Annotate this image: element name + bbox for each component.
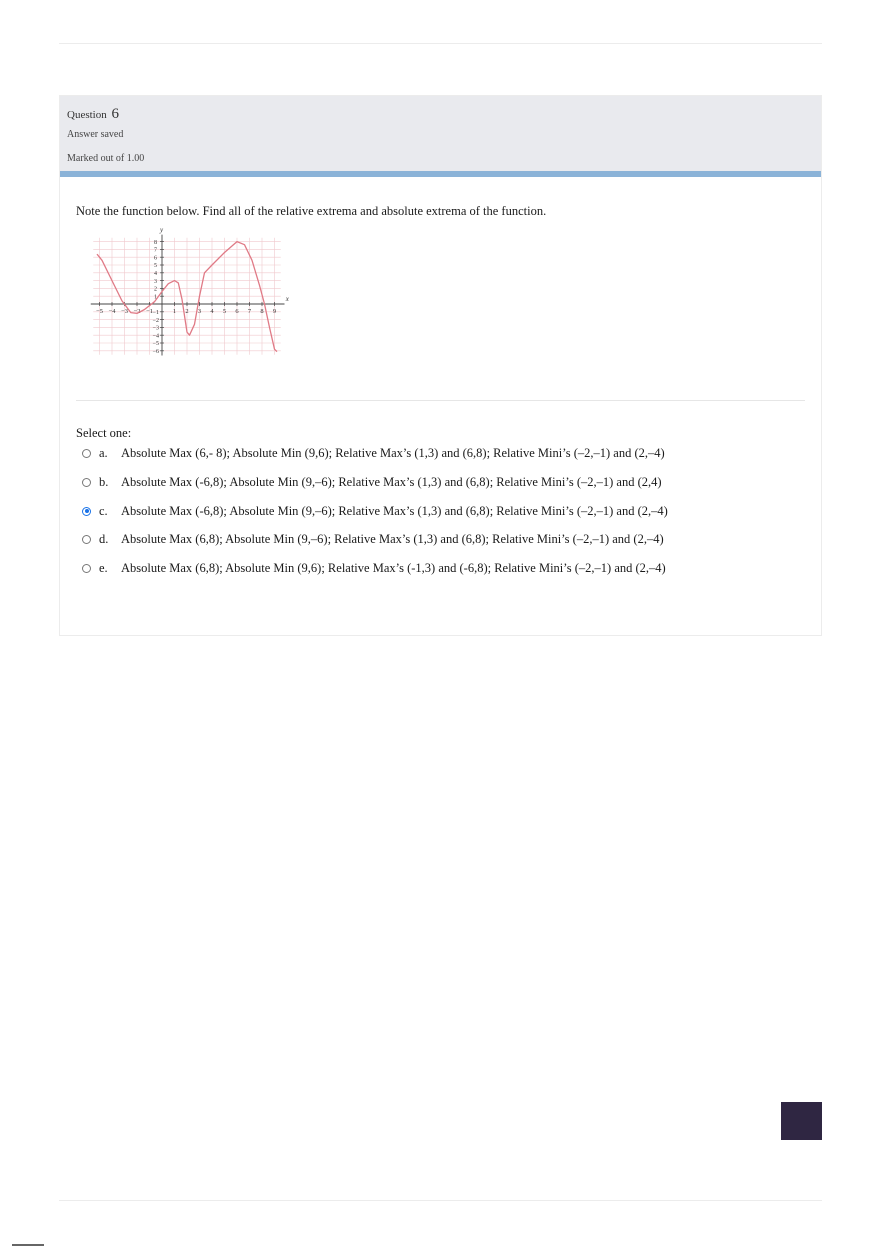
x-tick-label: 5 <box>222 308 227 315</box>
y-tick-label: −4 <box>152 333 159 340</box>
option-d-letter: d. <box>99 531 109 546</box>
function-graph <box>84 220 310 366</box>
y-tick-label: 7 <box>154 247 157 254</box>
y-tick-label: 3 <box>154 278 157 285</box>
option-a[interactable] <box>82 444 665 462</box>
option-c-radio[interactable] <box>82 507 91 516</box>
y-tick-label: 1 <box>154 294 157 301</box>
option-a-radio[interactable] <box>82 449 91 458</box>
y-tick-label: −2 <box>152 317 159 324</box>
select-prompt: Select one: <box>76 426 132 440</box>
info-accent-bar <box>60 171 821 177</box>
x-tick-label: 1 <box>172 308 177 315</box>
graph-grid <box>93 238 281 355</box>
x-tick-label: 9 <box>272 308 277 315</box>
option-b-radio[interactable] <box>82 478 91 487</box>
section-divider <box>76 400 805 401</box>
x-tick-label: 7 <box>247 308 252 315</box>
option-b[interactable] <box>82 473 662 491</box>
question-grade: Marked out of 1.00 <box>67 153 145 164</box>
y-tick-label: −3 <box>152 325 159 332</box>
y-tick-label: 8 <box>154 239 157 246</box>
question-card <box>59 95 822 636</box>
question-info <box>60 96 821 171</box>
option-d-radio[interactable] <box>82 535 91 544</box>
footer-mark <box>12 1244 44 1246</box>
x-tick-label: 3 <box>197 308 202 315</box>
x-tick-label: −2 <box>133 308 141 315</box>
y-tick-label: −5 <box>152 341 159 348</box>
y-tick-label: 5 <box>154 263 157 270</box>
top-divider <box>59 43 822 44</box>
option-e-text[interactable]: Absolute Max (6,8); Absolute Min (9,6); Relative Max’s (-1,3) and (-6,8); Relative Mini’s (–2,–1) and (2,–4) <box>121 560 666 575</box>
question-number-value: 6 <box>111 106 119 122</box>
option-c[interactable] <box>82 502 668 520</box>
y-tick-label: −6 <box>152 349 159 355</box>
option-a-text[interactable]: Absolute Max (6,- 8); Absolute Min (9,6); Relative Max’s (1,3) and (6,8); Relative Mini’s (–2,–1) and (2,–4) <box>121 445 665 460</box>
y-axis-label: y <box>160 226 164 235</box>
option-d-text[interactable]: Absolute Max (6,8); Absolute Min (9,–6); Relative Max’s (1,3) and (6,8); Relative Mini’s (–2,–1) and (2,–4) <box>121 531 664 546</box>
option-b-text[interactable]: Absolute Max (-6,8); Absolute Min (9,–6); Relative Max’s (1,3) and (6,8); Relative Mini’s (–2,–1) and (2,4) <box>121 474 662 489</box>
question-state: Answer saved <box>67 129 124 140</box>
option-c-text[interactable]: Absolute Max (-6,8); Absolute Min (9,–6); Relative Max’s (1,3) and (6,8); Relative Mini’s (–2,–1) and (2,–4) <box>121 503 668 518</box>
question-label: Question <box>67 109 107 121</box>
option-e-letter: e. <box>99 560 108 575</box>
y-tick-label: −1 <box>152 310 159 316</box>
bottom-divider <box>59 1200 822 1201</box>
x-tick-label: 6 <box>235 308 239 315</box>
x-tick-label: 4 <box>210 308 214 315</box>
y-tick-label: 6 <box>154 255 157 262</box>
x-tick-label: −5 <box>96 308 103 315</box>
question-text: Note the function below. Find all of the relative extrema and absolute extrema of the function. <box>76 204 547 218</box>
question-number <box>67 106 119 123</box>
option-d[interactable] <box>82 530 664 548</box>
x-tick-label: 2 <box>185 308 189 315</box>
x-tick-label: −4 <box>108 308 116 315</box>
y-tick-label: 2 <box>154 286 157 293</box>
x-tick-label: −1 <box>146 308 153 315</box>
option-b-letter: b. <box>99 474 109 489</box>
option-a-letter: a. <box>99 445 108 460</box>
option-e[interactable] <box>82 559 666 577</box>
option-c-letter: c. <box>99 503 108 518</box>
x-axis-label: x <box>285 295 289 303</box>
x-tick-label: 8 <box>260 308 264 315</box>
option-e-radio[interactable] <box>82 564 91 573</box>
x-tick-label: −3 <box>121 308 128 315</box>
y-tick-label: 4 <box>154 271 157 277</box>
navigation-square-button[interactable] <box>781 1102 822 1140</box>
